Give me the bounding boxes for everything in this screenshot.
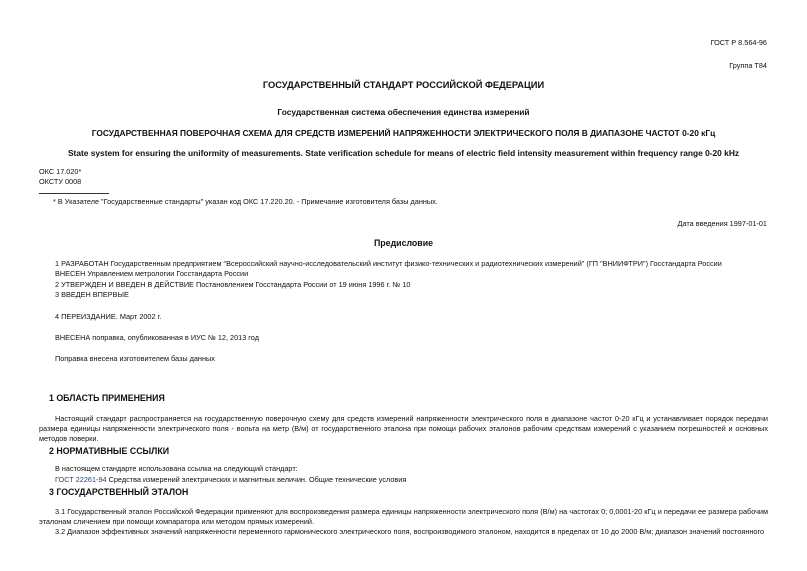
standard-type-title: ГОСУДАРСТВЕННЫЙ СТАНДАРТ РОССИЙСКОЙ ФЕДЕРАЦИИ xyxy=(262,80,545,90)
section1-heading: 1 ОБЛАСТЬ ПРИМЕНЕНИЯ xyxy=(49,393,165,403)
system-title: Государственная система обеспечения единства измерений xyxy=(277,107,530,117)
footnote: * В Указателе "Государственные стандарты" указан код ОКС 17.220.20. - Примечание изготовителя базы данных. xyxy=(53,197,438,206)
doc-number: ГОСТ Р 8.564-96 xyxy=(710,38,767,47)
preface-p7: Поправка внесена изготовителем базы данных xyxy=(55,354,215,363)
reference-title: Средства измерений электрических и магнитных величин. Общие технические условия xyxy=(106,475,407,484)
section2-heading: 2 НОРМАТИВНЫЕ ССЫЛКИ xyxy=(49,446,170,456)
section3-heading: 3 ГОСУДАРСТВЕННЫЙ ЭТАЛОН xyxy=(49,487,189,497)
preface-p5: 4 ПЕРЕИЗДАНИЕ. Март 2002 г. xyxy=(55,312,162,321)
section2-intro: В настоящем стандарте использована ссылка на следующий стандарт: xyxy=(55,464,298,473)
section2-reference xyxy=(55,475,406,485)
footnote-separator xyxy=(39,193,109,194)
section3-p1: 3.1 Государственный эталон Российской Федерации применяют для воспроизведения размера единицы напряженности электрического поля (В/м) на частотах 0; 0,0001-20 кГц и передачи ее размера рабочим эталонам сличением при помощи компаратора или методом прямых измерений. xyxy=(39,507,768,526)
intro-date: Дата введения 1997-01-01 xyxy=(677,219,767,228)
preface-p1: 1 РАЗРАБОТАН Государственным предприятием "Всероссийский научно-исследовательский институт физико-технических и радиотехнических измерений" (ГП "ВНИИФТРИ") Госстандарта России xyxy=(55,259,722,268)
preface-p6: ВНЕСЕНА поправка, опубликованная в ИУС № 12, 2013 год xyxy=(55,333,259,342)
english-title: State system for ensuring the uniformity of measurements. State verification schedule for means of electric field intensity measurement within frequency range 0-20 kHz xyxy=(67,148,740,158)
section1-text: Настоящий стандарт распространяется на государственную поверочную схему для средств измерений напряженности электрического поля в диапазоне частот 0-20 кГц и устанавливает порядок передачи размера единицы напряженности электрического поля - вольта на метр (В/м) от государственного эталона при помощи рабочих эталонов рабочим средствам измерений с указанием погрешностей и основных методов поверки. xyxy=(39,414,768,443)
preface-p4: 3 ВВЕДЕН ВПЕРВЫЕ xyxy=(55,290,129,299)
group-code: Группа Т84 xyxy=(729,61,767,70)
okstu-code: ОКСТУ 0008 xyxy=(39,177,82,186)
preface-p2: ВНЕСЕН Управлением метрологии Госстандарта России xyxy=(55,269,249,278)
preface-heading: Предисловие xyxy=(373,238,434,248)
section3-p2: 3.2 Диапазон эффективных значений напряженности переменного гармонического электрического поля, воспроизводимого эталоном, находится в пределах от 10 до 2000 В/м; диапазон значений постоянного xyxy=(55,527,765,536)
gost-22261-link[interactable]: ГОСТ 22261-94 xyxy=(55,475,107,484)
preface-p3: 2 УТВЕРЖДЕН И ВВЕДЕН В ДЕЙСТВИЕ Постановлением Госстандарта России от 19 июня 1996 г. № 10 xyxy=(55,280,411,289)
main-title: ГОСУДАРСТВЕННАЯ ПОВЕРОЧНАЯ СХЕМА ДЛЯ СРЕДСТВ ИЗМЕРЕНИЙ НАПРЯЖЕННОСТИ ЭЛЕКТРИЧЕСКОГО ПОЛЯ В ДИАПАЗОНЕ ЧАСТОТ 0-20 кГц xyxy=(91,128,716,138)
oks-code: ОКС 17.020* xyxy=(39,167,82,176)
